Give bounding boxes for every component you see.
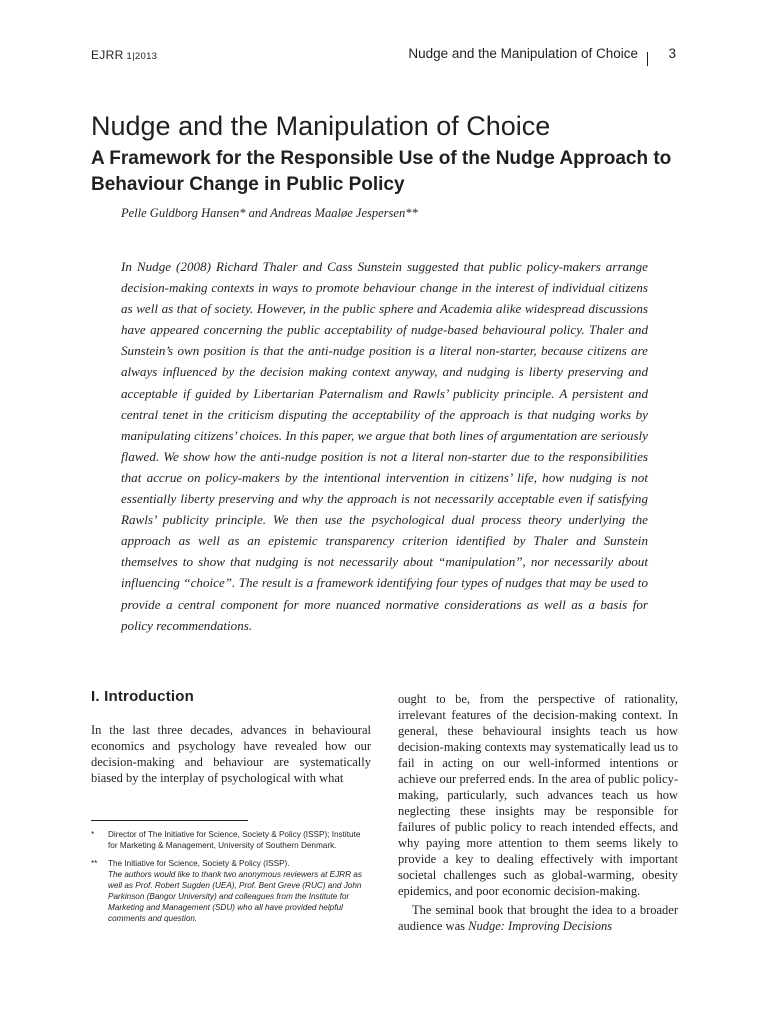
intro-paragraph-right-1: ought to be, from the perspective of rationality, irrelevant features of the decision-making context. In general, these behavioural insights teach us how decision-making contexts may systematically lead us to fail in acting on our well-informed intentions or achieve our preferred ends. In the area of public policy-making, particularly, such advances teach us how neglecting these insights may be responsible for failures of public policy to reach intended effects, and why paying more attention to them seems likely to provide a key to dealing effectively with important societal challenges such as global-warming, obesity epidemics, and poor economic decision-making. [398, 692, 678, 898]
journal-name [91, 48, 157, 62]
section-heading: I. Introduction [91, 688, 194, 705]
book-title: Nudge: Improving Decisions [468, 919, 613, 933]
intro-paragraph-left: In the last three decades, advances in behavioural economics and psychology have revealed how our decision-making and behaviour are systematically biased by the interplay of psychological with what [91, 723, 371, 785]
page-number: 3 [668, 46, 676, 61]
footnote-mark: ** [91, 859, 98, 868]
article-authors: Pelle Guldborg Hansen* and Andreas Maaløe Jespersen** [121, 206, 418, 220]
journal-issue: 1|2013 [126, 51, 158, 62]
footnote-divider [91, 820, 248, 821]
abstract: In Nudge (2008) Richard Thaler and Cass Sunstein suggested that public policy-makers arrange decision-making contexts in ways to promote behaviour change in the interest of individual citizens as well as that of society. However, in the public sphere and Academia alike widespread discussions have appeared concerning the public acceptability of nudge-based behavioural policy. Thaler and Sunstein’s own position is that the anti-nudge position is a literal non-starter, because citizens are always influenced by the decision making context anyway, and nudging is liberty preserving and acceptable if guided by Libertarian Paternalism and Rawls’ publicity principle. A persistent and central tenet in the criticism disputing the acceptability of the approach is that nudging works by manipulating citizens’ choices. In this paper, we argue that both lines of argumentation are seriously flawed. We show how the anti-nudge position is not a literal non-starter due to the responsibilities that accrue on policy-makers by the intentional intervention in citizens’ life, how nudging is not essentially liberty preserving and why the approach is not necessarily acceptable even if satisfying Rawls’ publicity principle. We then use the psychological dual process theory underlying the approach as well as an epistemic transparency criterion identified by Thaler and Sunstein themselves to show that nudging is not necessarily about “manipulation”, nor necessarily about influencing “choice”. The result is a framework identifying four types of nudges that may be used to provide a central component for more nuanced normative considerations as well as a basis for policy recommendations. [121, 259, 648, 633]
footnote-mark: * [91, 830, 95, 839]
footnote [91, 829, 371, 851]
article-title: Nudge and the Manipulation of Choice [91, 111, 551, 141]
footnote-text: Director of The Initiative for Science, Society & Policy (ISSP); Institute for Marketing & Management, University of Southern Denmark. [108, 830, 361, 850]
running-header [91, 46, 678, 66]
paragraph-text: The seminal book that brought the idea to a broader audience was [398, 903, 678, 933]
footnotes [91, 829, 371, 931]
footnote [91, 858, 371, 924]
article-subtitle: A Framework for the Responsible Use of the Nudge Approach to Behaviour Change in Public Policy [91, 148, 672, 195]
running-title: Nudge and the Manipulation of Choice [408, 46, 638, 61]
header-divider [647, 52, 648, 66]
left-column [91, 688, 371, 786]
journal-abbreviation: EJRR [91, 48, 124, 62]
footnote-text: The Initiative for Science, Society & Policy (ISSP). [108, 859, 290, 868]
intro-paragraph-right-2 [398, 902, 678, 934]
right-column [398, 691, 678, 934]
footnote-acknowledgement: The authors would like to thank two anonymous reviewers at EJRR as well as Prof. Robert Sugden (UEA), Prof. Bent Greve (RUC) and John Parkinson (Bangor University) and colleagues from the Institute for Marketing and Management (SDU) who all have provided helpful comments and question. [108, 870, 362, 923]
